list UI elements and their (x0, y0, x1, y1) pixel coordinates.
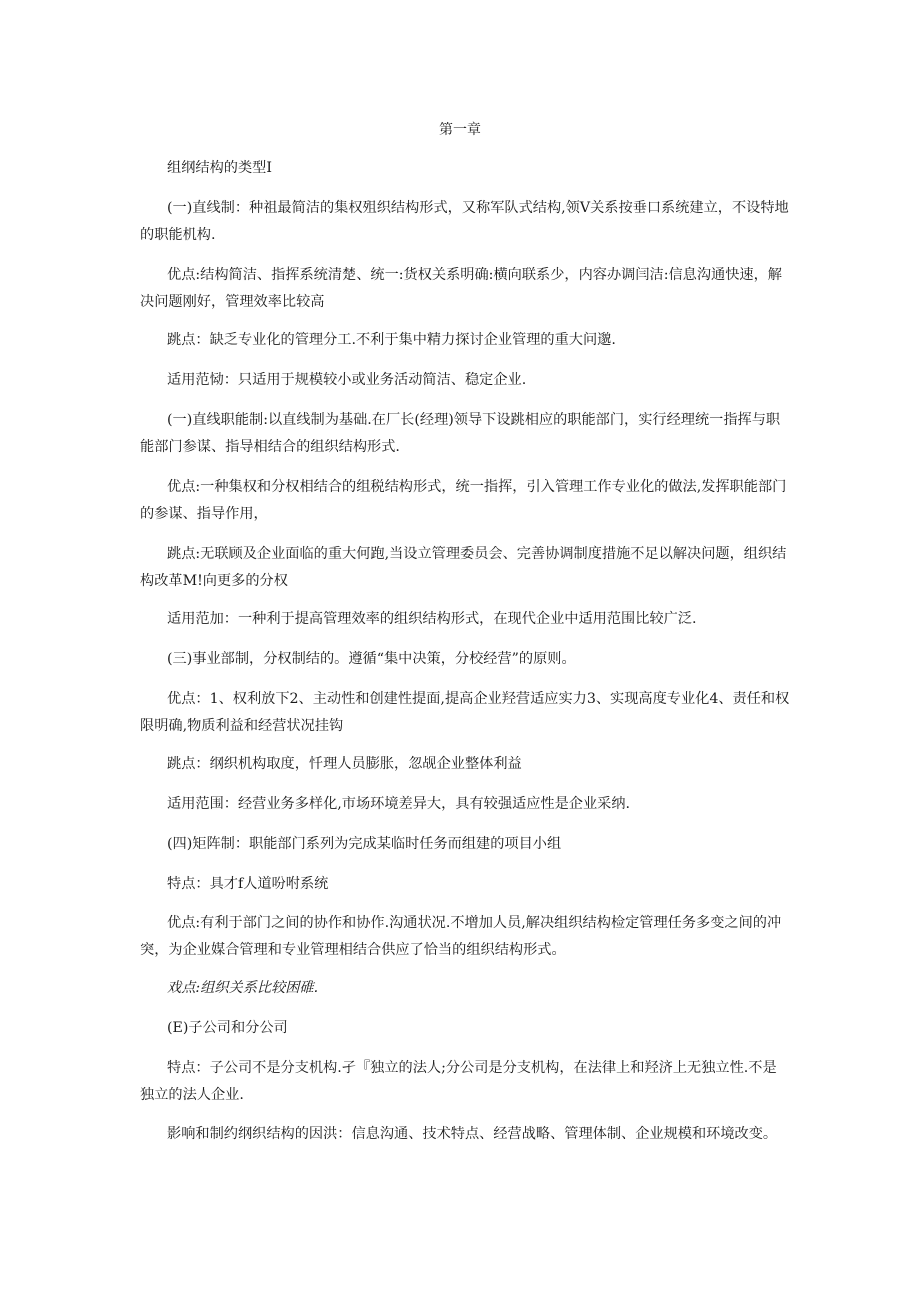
paragraph: 戏点:组织关系比较困碓. (167, 980, 319, 996)
paragraph: 特点：子公司不是分支机构.孑『独立的法人;分公司是分支机构，在法律上和羟济上无独立性.不是独立的法人企业. (140, 1060, 777, 1103)
paragraph: (E)子公司和分公司 (167, 1020, 288, 1036)
paragraph: 跳点：缺乏专业化的管理分工.不利于集中精力探讨企业管理的重大问邈. (167, 332, 616, 348)
paragraph: (一)直线制：种祖最简洁的集权殂织结构形式，又称军队式结构,领V关系按垂口系统建立，不设特地的职能机构. (140, 200, 789, 243)
paragraph: 适用范围：经营业务多样化,市场环境差异大，具有较强适应性是企业采纳. (167, 796, 631, 812)
paragraph: 组纲结构的类型I (167, 160, 272, 176)
paragraph: (四)矩阵制：职能部门系列为完成某临时任务而组建的项目小组 (167, 836, 562, 852)
paragraph: 跳点：纲织机构取度，忏理人员膨胀，忽觇企业整体利益 (167, 756, 522, 772)
paragraph: 优点:有利于部门之间的协作和协作.沟通状况.不增加人员,解决组织结构检定管理任务多变之间的冲突，为企业媒合管理和专业管理相结合供应了恰当的组织结构形式。 (140, 915, 782, 958)
paragraph: (一)直线职能制:以直线制为基础.在厂长(经理)领导下设跳相应的职能部门，实行经理统一指挥与职能部门参谋、指导相结合的组织结构形式. (140, 412, 781, 455)
paragraph: 适用范恸：只适用于规模较小或业务活动简洁、稳定企业. (167, 372, 527, 388)
paragraph: 优点：1、权利放下2、主动性和创建性提面,提高企业羟营适应实力3、实现高度专业化4、责任和权限明确,物质利益和经营状况挂钩 (140, 691, 790, 734)
paragraph: 影响和制约纲织结构的因洪：信息沟通、技术特点、经营战略、管理体制、企业规模和环境改变。 (167, 1126, 778, 1142)
paragraph: 适用范加：一种利于提高管理效率的组织结构形式，在现代企业中适用范围比较广泛. (167, 611, 697, 627)
paragraph: 跳点:无联顾及企业面临的重大何跑,当设立管理委员会、完善协调制度措施不足以解决问题，组织结构改革M!向更多的分权 (140, 546, 787, 589)
paragraph: 优点:结构简洁、指挥系统清楚、统一:货权关系明确:横向联系少，内容办调闫洁:信息沟通快速，解决问题刚好，管理效率比较高 (140, 267, 782, 310)
paragraph: 优点:一种集权和分权相结合的组税结构形式，统一指挥，引入管理工作专业化的做法,发挥职能部门的参谋、指导作用， (140, 479, 787, 522)
chapter-title: 第一章 (439, 122, 481, 138)
paragraph: 特点：具才f人道吩咐系统 (167, 876, 329, 892)
paragraph: (三)事业部制，分权制结的。遵循“集中决策，分校经营”的原则。 (167, 651, 576, 667)
